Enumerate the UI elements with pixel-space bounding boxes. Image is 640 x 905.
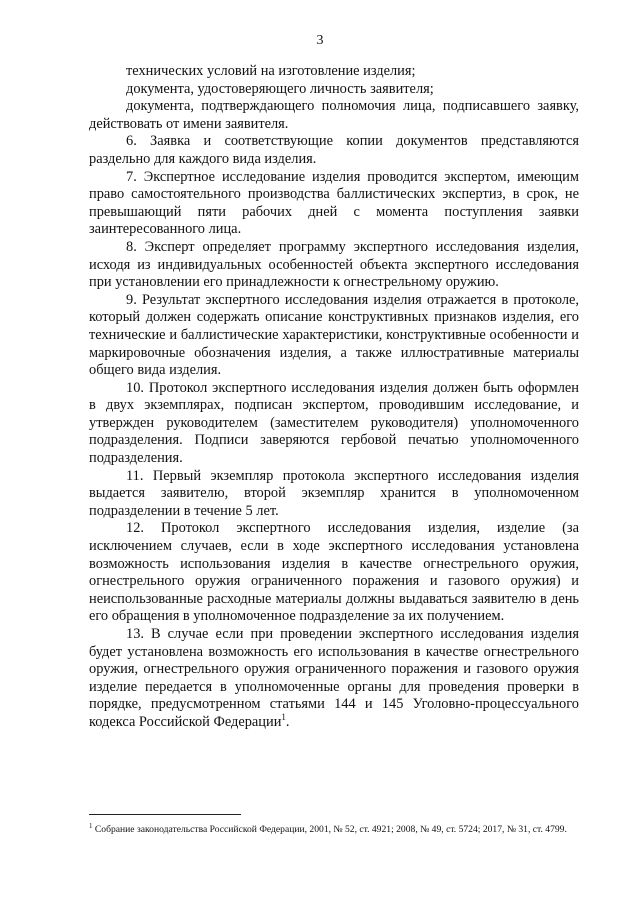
paragraph-item-6: 6. Заявка и соответствующие копии документов представляются раздельно для каждого вида изделия.	[89, 133, 579, 167]
paragraph-item-7: 7. Экспертное исследование изделия проводится экспертом, имеющим право самостоятельного производства баллистических экспертиз, в срок, не превышающий пяти рабочих дней с момента поступления заявки заинтересованного лица.	[89, 168, 579, 238]
footnote-divider	[89, 814, 241, 815]
page-number: 3	[316, 33, 324, 48]
paragraph-item-8: 8. Эксперт определяет программу экспертного исследования изделия, исходя из индивидуальных особенностей объекта экспертного исследования при установлении его принадлежности к огнестрельному оружию.	[89, 238, 579, 291]
paragraph-item-13: 13. В случае если при проведении экспертного исследования изделия будет установлена возможность его использования в качестве огнестрельного оружия, огнестрельного оружия ограниченного поражения и газового оружия изделие передается в уполномоченные органы для проведения проверки в порядке, предусмотренном статьями 144 и 145 Уголовно-процессуального кодекса Российской Федерации$^1$.	[89, 626, 579, 730]
paragraph-item-12: 12. Протокол экспертного исследования изделия, изделие (за исключением случаев, если в ходе экспертного исследования установлена возможность использования изделия в качестве огнестрельного оружия, огнестрельного оружия ограниченного поражения и газового оружия) и неиспользованные расходные материалы должны выдаваться заявителю в день его обращения в уполномоченное подразделение за их получением.	[89, 520, 579, 625]
document-body	[89, 63, 579, 732]
paragraph-identity-document: документа, удостоверяющего личность заявителя;	[126, 80, 434, 97]
footnote-reference: 1	[281, 712, 286, 723]
footnote-text: Собрание законодательства Российской Федерации, 2001, № 52, ст. 4921; 2008, № 49, ст. 5724; 2017, № 31, ст. 4799.	[94, 824, 567, 835]
paragraph-authority-document: документа, подтверждающего полномочия лица, подписавшего заявку, действовать от имени заявителя.	[89, 98, 579, 132]
paragraph-item-10: 10. Протокол экспертного исследования изделия должен быть оформлен в двух экземплярах, подписан экспертом, проводившим исследование, и утвержден руководителем (заместителем руководителя) уполномоченного подразделения. Подписи заверяются гербовой печатью уполномоченного подразделения.	[89, 379, 579, 467]
paragraph-tech-conditions: технических условий на изготовление изделия;	[126, 63, 416, 79]
paragraph-item-9: 9. Результат экспертного исследования изделия отражается в протоколе, который должен содержать описание конструктивных признаков изделия, его технические и баллистические характеристики, конструктивные особенности и маркировочные обозначения изделия, а также иллюстративные материалы общего вида изделия.	[89, 291, 579, 379]
footnote-mark: 1	[89, 821, 93, 830]
footnote	[89, 823, 579, 836]
paragraph-item-13-text: 13. В случае если при проведении экспертного исследования изделия будет установлена возможность его использования в качестве огнестрельного оружия, огнестрельного оружия ограниченного поражения и газового оружия изделие передается в уполномоченные органы для проведения проверки в порядке, предусмотренном статьями 144 и 145 Уголовно-процессуального кодекса Российской Федерации	[89, 626, 579, 730]
paragraph-item-11: 11. Первый экземпляр протокола экспертного исследования изделия выдается заявителю, второй экземпляр хранится в уполномоченном подразделении в течение 5 лет.	[89, 467, 579, 519]
